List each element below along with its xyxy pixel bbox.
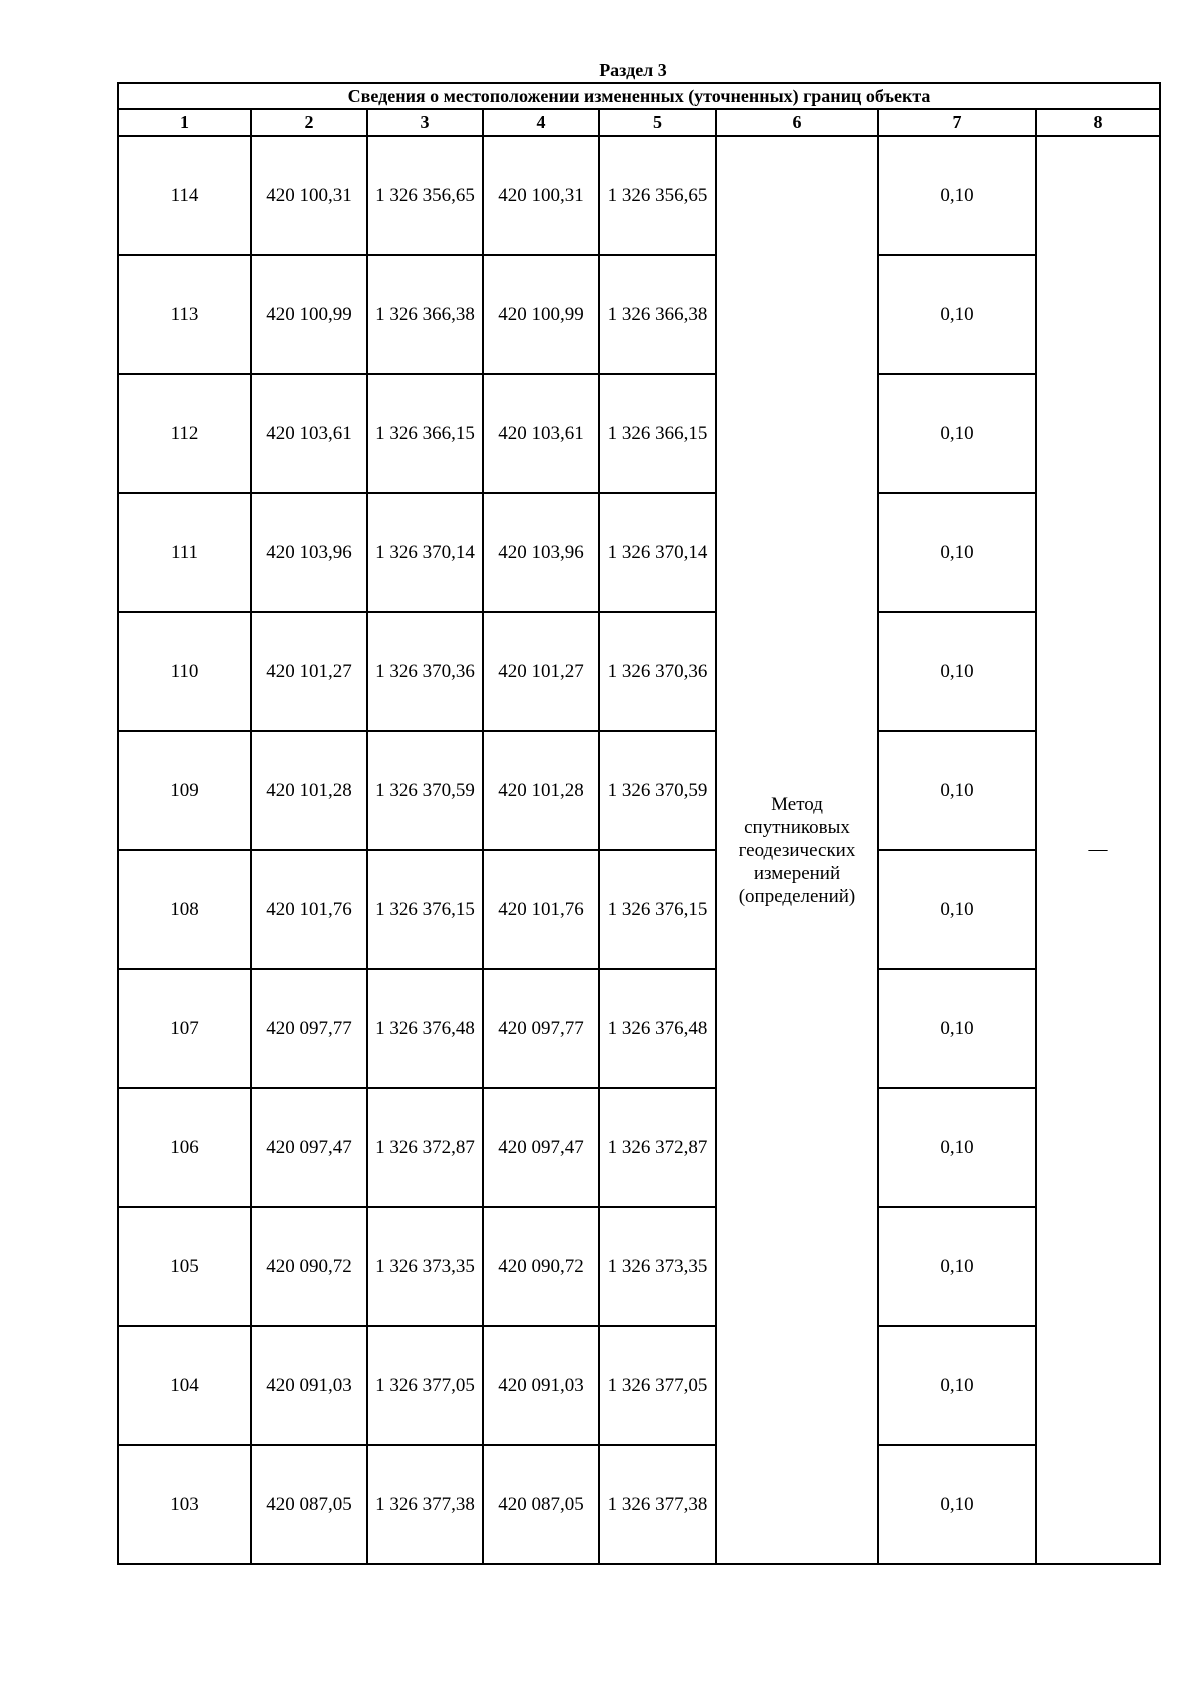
y-updated: 1 326 366,15 [599, 374, 716, 493]
y-updated: 1 326 370,36 [599, 612, 716, 731]
method-line: спутниковых [744, 816, 850, 838]
accuracy-value: 0,10 [878, 612, 1036, 731]
y-updated: 1 326 356,65 [599, 136, 716, 255]
table-row [118, 136, 1160, 255]
table-row [118, 850, 1160, 969]
column-number: 7 [878, 109, 1036, 136]
x-existing: 420 103,96 [251, 493, 367, 612]
accuracy-value: 0,10 [878, 969, 1036, 1088]
y-existing: 1 326 372,87 [367, 1088, 483, 1207]
x-updated: 420 103,96 [483, 493, 599, 612]
x-updated: 420 101,28 [483, 731, 599, 850]
point-number: 106 [118, 1088, 251, 1207]
boundary-coordinates-table [117, 82, 1161, 1565]
y-existing: 1 326 377,05 [367, 1326, 483, 1445]
accuracy-value: 0,10 [878, 493, 1036, 612]
point-number: 113 [118, 255, 251, 374]
y-existing: 1 326 356,65 [367, 136, 483, 255]
x-existing: 420 103,61 [251, 374, 367, 493]
point-number: 110 [118, 612, 251, 731]
table-row [118, 255, 1160, 374]
accuracy-value: 0,10 [878, 255, 1036, 374]
accuracy-value: 0,10 [878, 731, 1036, 850]
table-row [118, 1207, 1160, 1326]
table-row [118, 731, 1160, 850]
column-number: 4 [483, 109, 599, 136]
accuracy-value: 0,10 [878, 1445, 1036, 1564]
x-existing: 420 091,03 [251, 1326, 367, 1445]
determination-method [716, 136, 878, 1564]
y-existing: 1 326 366,15 [367, 374, 483, 493]
x-updated: 420 091,03 [483, 1326, 599, 1445]
table-row [118, 1326, 1160, 1445]
x-updated: 420 101,27 [483, 612, 599, 731]
column-number: 8 [1036, 109, 1160, 136]
point-number: 112 [118, 374, 251, 493]
x-existing: 420 097,77 [251, 969, 367, 1088]
accuracy-value: 0,10 [878, 1088, 1036, 1207]
column-8-value: — [1036, 136, 1160, 1564]
y-existing: 1 326 366,38 [367, 255, 483, 374]
y-updated: 1 326 370,59 [599, 731, 716, 850]
y-existing: 1 326 377,38 [367, 1445, 483, 1564]
point-number: 108 [118, 850, 251, 969]
x-existing: 420 090,72 [251, 1207, 367, 1326]
y-updated: 1 326 377,05 [599, 1326, 716, 1445]
table-row [118, 374, 1160, 493]
y-existing: 1 326 376,15 [367, 850, 483, 969]
x-existing: 420 101,28 [251, 731, 367, 850]
accuracy-value: 0,10 [878, 850, 1036, 969]
y-updated: 1 326 370,14 [599, 493, 716, 612]
table-row [118, 612, 1160, 731]
point-number: 105 [118, 1207, 251, 1326]
x-existing: 420 097,47 [251, 1088, 367, 1207]
y-updated: 1 326 376,48 [599, 969, 716, 1088]
y-updated: 1 326 377,38 [599, 1445, 716, 1564]
x-updated: 420 097,47 [483, 1088, 599, 1207]
y-existing: 1 326 373,35 [367, 1207, 483, 1326]
point-number: 104 [118, 1326, 251, 1445]
y-updated: 1 326 376,15 [599, 850, 716, 969]
point-number: 111 [118, 493, 251, 612]
point-number: 114 [118, 136, 251, 255]
method-line: (определений) [738, 885, 856, 907]
y-existing: 1 326 370,59 [367, 731, 483, 850]
point-number: 109 [118, 731, 251, 850]
column-number: 3 [367, 109, 483, 136]
accuracy-value: 0,10 [878, 136, 1036, 255]
x-updated: 420 087,05 [483, 1445, 599, 1564]
table-caption: Сведения о местоположении измененных (уточненных) границ объекта [118, 83, 1160, 109]
y-updated: 1 326 373,35 [599, 1207, 716, 1326]
y-existing: 1 326 370,14 [367, 493, 483, 612]
point-number: 107 [118, 969, 251, 1088]
column-number: 5 [599, 109, 716, 136]
y-existing: 1 326 370,36 [367, 612, 483, 731]
x-updated: 420 090,72 [483, 1207, 599, 1326]
method-line: измерений [753, 862, 841, 884]
x-existing: 420 101,76 [251, 850, 367, 969]
y-existing: 1 326 376,48 [367, 969, 483, 1088]
x-existing: 420 100,99 [251, 255, 367, 374]
y-updated: 1 326 366,38 [599, 255, 716, 374]
table-row [118, 1088, 1160, 1207]
x-updated: 420 100,31 [483, 136, 599, 255]
section-title: Раздел 3 [599, 60, 667, 80]
x-updated: 420 097,77 [483, 969, 599, 1088]
x-updated: 420 100,99 [483, 255, 599, 374]
method-line: геодезических [738, 839, 856, 861]
x-existing: 420 100,31 [251, 136, 367, 255]
x-existing: 420 087,05 [251, 1445, 367, 1564]
method-line: Метод [771, 793, 823, 815]
accuracy-value: 0,10 [878, 374, 1036, 493]
x-existing: 420 101,27 [251, 612, 367, 731]
x-updated: 420 103,61 [483, 374, 599, 493]
point-number: 103 [118, 1445, 251, 1564]
column-number: 1 [118, 109, 251, 136]
table-row [118, 969, 1160, 1088]
table-row [118, 1445, 1160, 1564]
column-number: 6 [716, 109, 878, 136]
table-row [118, 493, 1160, 612]
column-number: 2 [251, 109, 367, 136]
y-updated: 1 326 372,87 [599, 1088, 716, 1207]
x-updated: 420 101,76 [483, 850, 599, 969]
accuracy-value: 0,10 [878, 1326, 1036, 1445]
accuracy-value: 0,10 [878, 1207, 1036, 1326]
